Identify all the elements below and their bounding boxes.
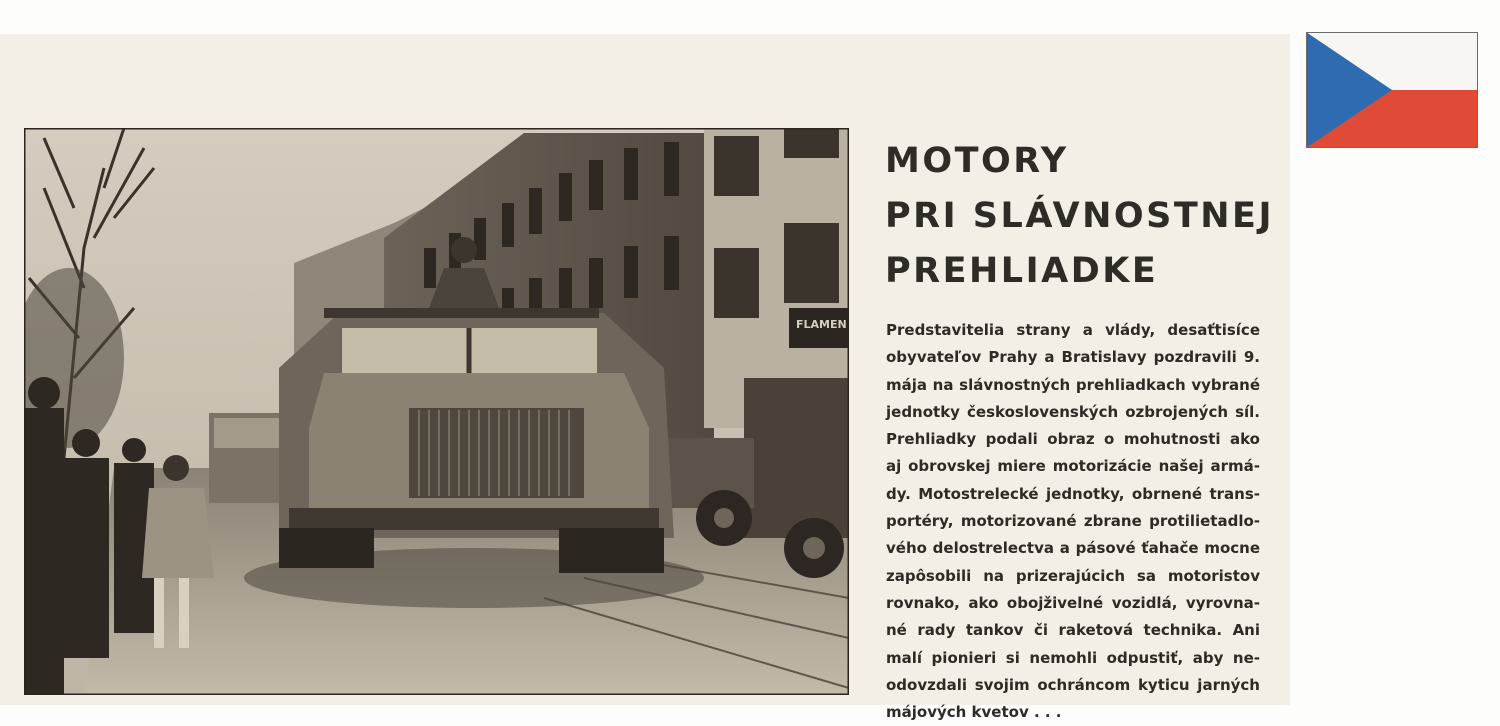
body-line: mája na slávnostných prehliadkach vybrané	[886, 375, 1260, 394]
body-line: jednotky československých ozbrojených síl.	[886, 402, 1260, 421]
body-line: Prehliadky podali obraz o mohutnosti ako	[886, 430, 1260, 449]
body-line: aj obrovskej miere motorizácie našej armá-	[886, 457, 1260, 476]
article-headline	[885, 134, 1274, 299]
article-body	[886, 317, 1260, 726]
body-line: malí pionieri si nemohli odpustiť, aby ne-	[886, 648, 1260, 667]
body-line: májových kvetov . . .	[886, 703, 1062, 722]
body-line: rovnako, ako obojživelné vozidlá, vyrovna-	[886, 593, 1260, 612]
body-line: zapôsobili na prizerajúcich sa motoristov	[886, 566, 1260, 585]
body-line: portéry, motorizované zbrane protilietadlo-	[886, 512, 1260, 531]
body-line: obyvateľov Prahy a Bratislavy pozdravili 9.	[886, 348, 1260, 367]
czechoslovak-flag	[1306, 32, 1478, 148]
body-line: Predstavitelia strany a vlády, desaťtisíce	[886, 321, 1260, 339]
headline-line: PREHLIADKE	[885, 251, 1159, 291]
body-line: odovzdali svojim ochráncom kyticu jarných	[886, 675, 1260, 694]
storefront-sign: FLAMEN	[796, 318, 847, 331]
body-line: dy. Motostrelecké jednotky, obrnené trans-	[886, 484, 1260, 503]
headline-line: MOTORY	[885, 141, 1069, 181]
body-line: né rady tankov či raketová technika. Ani	[886, 621, 1260, 640]
body-line: vého delostrelectva a pásové ťahače mocne	[886, 539, 1260, 558]
parade-photo	[24, 128, 849, 695]
headline-line: PRI SLÁVNOSTNEJ	[885, 196, 1274, 236]
